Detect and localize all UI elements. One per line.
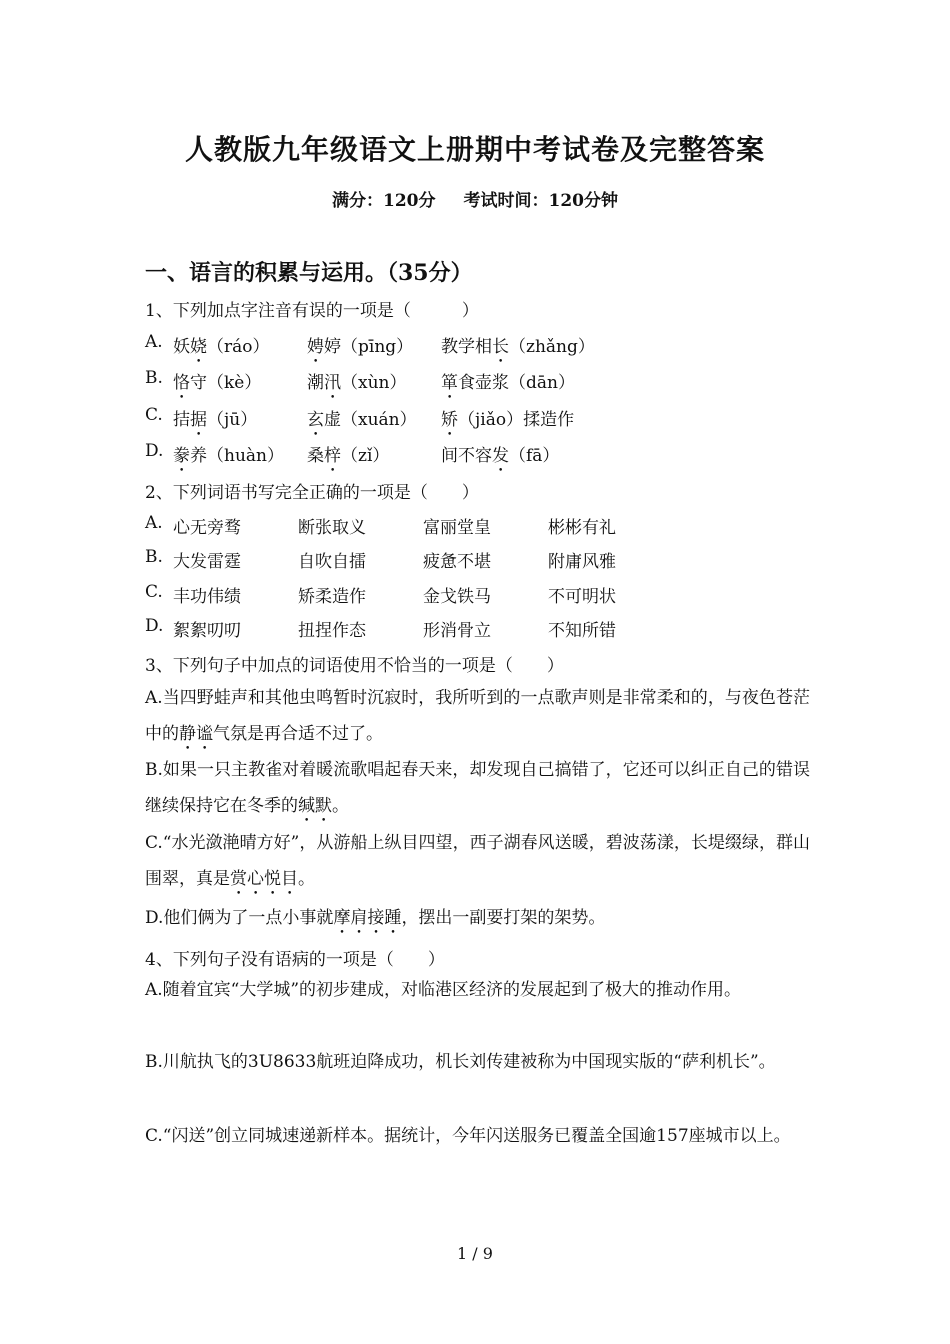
option-item: 心无旁骛 [173, 518, 241, 538]
q3-option-d: D.他们俩为了一点小事就摩肩接踵，摆出一副要打架的架势。 [145, 908, 606, 928]
option-item: 桑梓（zǐ） [307, 446, 390, 466]
option-item: 玄虚（xuán） [307, 410, 417, 430]
q3-option-b: B.如果一只主教雀对着暖流歌唱起春天来，却发现自己搞错了，它还可以纠正自己的错误继续保持它在冬季的缄默。 [145, 760, 810, 816]
q4-option-a: A.随着宜宾“大学城”的初步建成，对临港区经济的发展起到了极大的推动作用。 [145, 980, 742, 1000]
q1-stem: 1、下列加点字注音有误的一项是（ ） [145, 301, 479, 321]
q3-option-a: A.当四野蛙声和其他虫鸣暂时沉寂时，我所听到的一点歌声则是非常柔和的，与夜色苍茫中的静谧气氛是再合适不过了。 [145, 688, 810, 744]
option-item: 扭捏作态 [298, 621, 366, 641]
q2-stem: 2、下列词语书写完全正确的一项是（ ） [145, 483, 479, 503]
option-item: 矫柔造作 [298, 587, 366, 607]
full-score: 满分：120分 [332, 191, 436, 211]
option-label: D. [145, 616, 164, 636]
exam-info [0, 186, 950, 211]
q4-stem: 4、下列句子没有语病的一项是（ ） [145, 950, 445, 970]
option-item: 妖娆（ráo） [173, 337, 270, 357]
option-item: 恪守（kè） [173, 373, 262, 393]
option-item: 间不容发（fā） [441, 446, 560, 466]
option-item: 豢养（huàn） [173, 446, 284, 466]
option-item: 丰功伟绩 [173, 587, 241, 607]
option-item: 疲惫不堪 [423, 552, 491, 572]
q3-option-c: C.“水光潋滟晴方好”，从游船上纵目四望，西子湖春风送暖，碧波荡漾，长堤缀绿，群山围翠，真是赏心悦目。 [145, 833, 810, 889]
option-item: 不可明状 [548, 587, 616, 607]
option-item: 大发雷霆 [173, 552, 241, 572]
option-item: 箪食壶浆（dān） [441, 373, 575, 393]
option-item: 教学相长（zhǎng） [441, 337, 595, 357]
option-item: 不知所错 [548, 621, 616, 641]
option-item: 附庸风雅 [548, 552, 616, 572]
option-item: 断张取义 [298, 518, 366, 538]
option-item: 彬彬有礼 [548, 518, 616, 538]
page-number: 1 / 9 [457, 1244, 493, 1263]
option-label: B. [145, 368, 163, 388]
option-label: A. [145, 513, 163, 533]
option-item: 矫（jiǎo）揉造作 [441, 410, 575, 430]
option-item: 拮据（jū） [173, 410, 258, 430]
q4-option-c: C.“闪送”创立同城速递新样本。据统计，今年闪送服务已覆盖全国逾157座城市以上。 [145, 1126, 791, 1146]
option-label: B. [145, 547, 163, 567]
option-label: A. [145, 332, 163, 352]
option-label: D. [145, 441, 164, 461]
option-label: C. [145, 405, 163, 425]
option-item: 絮絮叨叨 [173, 621, 241, 641]
option-item: 自吹自擂 [298, 552, 366, 572]
option-item: 娉婷（pīng） [307, 337, 414, 357]
option-item: 形消骨立 [423, 621, 491, 641]
section-heading: 一、语言的积累与运用。（35分） [145, 260, 473, 286]
q3-stem: 3、下列句子中加点的词语使用不恰当的一项是（ ） [145, 656, 564, 676]
page-title: 人教版九年级语文上册期中考试卷及完整答案 [184, 133, 765, 166]
option-item: 富丽堂皇 [423, 518, 491, 538]
exam-time: 考试时间：120分钟 [463, 191, 618, 211]
option-label: C. [145, 582, 163, 602]
option-item: 金戈铁马 [423, 587, 491, 607]
q4-option-b: B.川航执飞的3U8633航班迫降成功，机长刘传建被称为中国现实版的“萨利机长”。 [145, 1052, 776, 1072]
option-item: 潮汛（xùn） [307, 373, 407, 393]
